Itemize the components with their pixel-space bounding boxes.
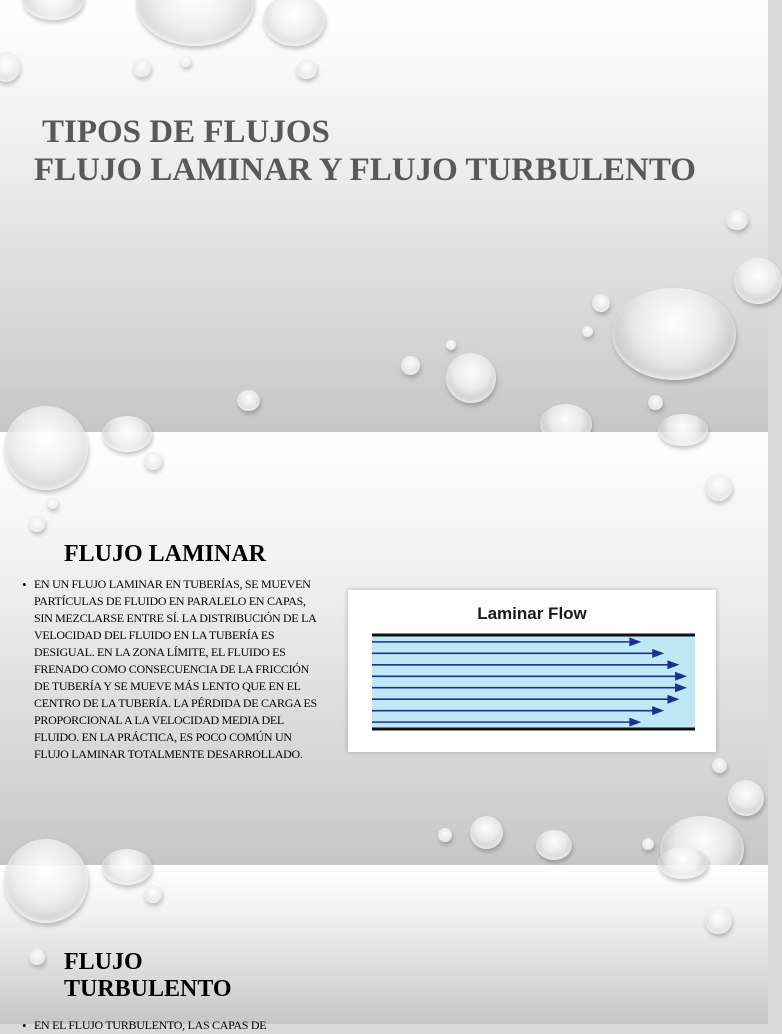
bullet-item xyxy=(22,1017,322,1034)
water-drop-decoration xyxy=(438,828,452,842)
slide-title xyxy=(0,0,768,432)
laminar-flow-figure xyxy=(348,590,716,752)
water-drop-decoration xyxy=(144,885,162,903)
bullet-marker: • xyxy=(22,1018,27,1033)
water-drop-decoration xyxy=(705,907,732,934)
water-drop-decoration xyxy=(734,258,782,304)
water-drop-decoration xyxy=(102,849,152,885)
title-line-1: TIPOS DE FLUJOS xyxy=(42,114,330,150)
water-drop-decoration xyxy=(536,830,572,860)
water-drop-decoration xyxy=(642,838,654,850)
bullet-text: EN EL FLUJO TURBULENTO, LAS CAPAS DE xyxy=(34,1018,267,1032)
slide-laminar-flow xyxy=(0,432,768,865)
water-drop-decoration xyxy=(592,294,610,312)
title-line-2: FLUJO LAMINAR Y FLUJO TURBULENTO xyxy=(34,152,696,188)
water-drop-decoration xyxy=(136,0,254,46)
water-drop-decoration xyxy=(401,356,420,375)
laminar-flow-diagram xyxy=(348,590,716,752)
water-drop-decoration xyxy=(4,839,88,923)
water-drop-decoration xyxy=(648,395,663,410)
bullet-item xyxy=(22,576,322,763)
water-drop-decoration xyxy=(658,847,708,879)
water-drop-decoration xyxy=(470,816,503,849)
water-drop-decoration xyxy=(263,0,325,46)
pipe-fluid xyxy=(372,635,695,729)
water-drop-decoration xyxy=(4,406,88,490)
slide-heading: FLUJO LAMINAR xyxy=(64,541,266,567)
bullet-text: EN UN FLUJO LAMINAR EN TUBERÍAS, SE MUEVEN PARTÍCULAS DE FLUIDO EN PARALELO EN CAPAS, SIN MEZCLARSE ENTRE SÍ. LA DISTRIBUCIÓN DE LA VELOCIDAD DEL FLUIDO EN LA TUBERÍA ES DESIGUAL. EN LA ZONA LÍMITE, EL FLUIDO ES FRENADO COMO CONSECUENCIA DE LA FRICCIÓN DE TUBERÍA Y SE MUEVE MÁS LENTO QUE EN EL CENTRO DE LA TUBERÍA. LA PÉRDIDA DE CARGA ES PROPORCIONAL A LA VELOCIDAD MEDIA DEL FLUIDO. EN LA PRÁCTICA, ES POCO COMÚN UN FLUJO LAMINAR TOTALMENTE DESARROLLADO. xyxy=(34,577,317,761)
presentation-title xyxy=(34,113,696,189)
water-drop-decoration xyxy=(22,0,84,20)
water-drop-decoration xyxy=(102,416,152,452)
water-drop-decoration xyxy=(144,452,162,470)
bullet-marker: • xyxy=(22,577,27,592)
water-drop-decoration xyxy=(705,474,732,501)
water-drop-decoration xyxy=(237,390,260,411)
water-drop-decoration xyxy=(712,758,727,773)
water-drop-decoration xyxy=(180,56,191,67)
water-drop-decoration xyxy=(47,498,58,509)
heading-line-1: FLUJO xyxy=(64,949,143,975)
water-drop-decoration xyxy=(29,949,45,965)
heading-line-2: TURBULENTO xyxy=(64,976,232,1002)
water-drop-decoration xyxy=(133,59,151,77)
water-drop-decoration xyxy=(612,288,736,380)
water-drop-decoration xyxy=(0,52,20,82)
water-drop-decoration xyxy=(728,780,764,816)
water-drop-decoration xyxy=(446,340,456,350)
water-drop-decoration xyxy=(726,210,748,230)
water-drop-decoration xyxy=(29,516,45,532)
water-drop-decoration xyxy=(296,60,317,79)
water-drop-decoration xyxy=(658,414,708,446)
figure-title: Laminar Flow xyxy=(477,604,587,623)
slide-heading xyxy=(64,949,232,1003)
water-drop-decoration xyxy=(582,326,593,337)
water-drop-decoration xyxy=(446,353,496,403)
slide-turbulent-flow xyxy=(0,865,768,1033)
